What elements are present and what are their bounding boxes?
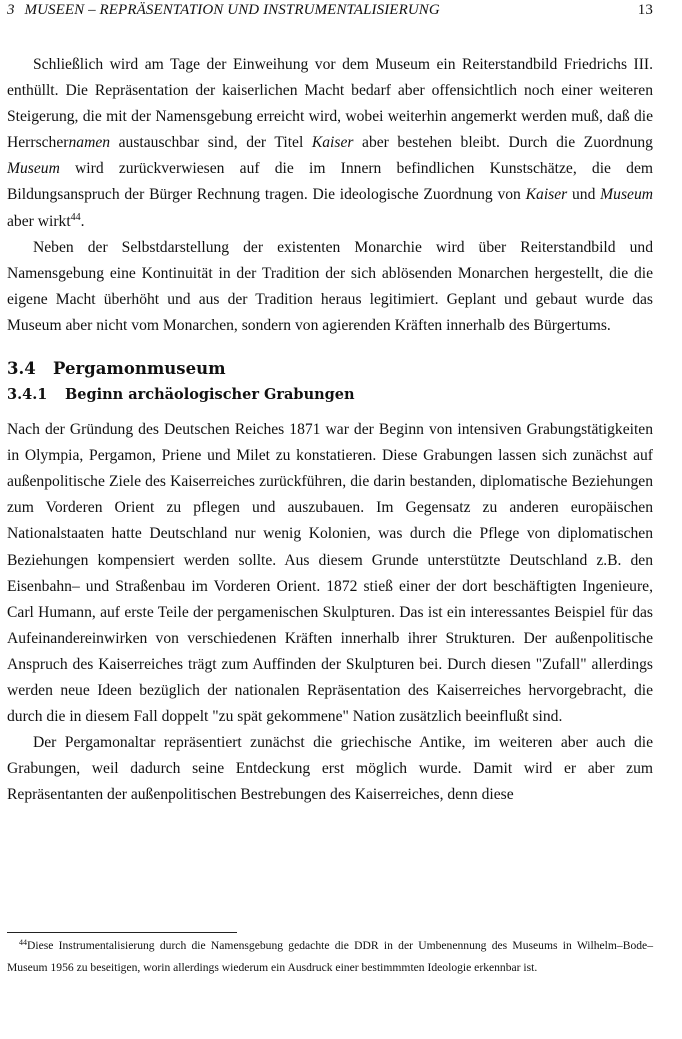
main-text <box>7 52 653 808</box>
chapter-number: 3 <box>7 2 15 18</box>
footnote-divider <box>7 932 237 933</box>
text-run: aber bestehen bleibt. Durch die Zuordnung <box>353 134 653 152</box>
chapter-title: MUSEEN – REPRÄSENTATION UND INSTRUMENTALISIERUNG <box>24 2 440 18</box>
text-run: Schließlich wird am Tage der Einweihung vor dem Museum ein Reiterstandbild Friedrichs III. enthüllt. Die Repräsentation der kaiserlichen Macht bedarf aber offensichtlich noch einer weiteren Steigerung, die mit der Namensgebung erreicht wird, wobei weiterhin angemerkt werden muß, daß die Herrscher <box>7 56 653 152</box>
paragraph-1 <box>7 52 653 235</box>
paragraph-2: Neben der Selbstdarstellung der existenten Monarchie wird über Reiterstandbild und Namensgebung eine Kontinuität in der Tradition der sich ablösenden Monarchen hergestellt, die die eigene Macht überhöht und aus der Tradition heraus legitimiert. Geplant und gebaut wurde das Museum aber nicht vom Monarchen, sondern von agierenden Kräften innerhalb des Bürgertums. <box>7 238 653 334</box>
paragraph-3: Nach der Gründung des Deutschen Reiches 1871 war der Beginn von intensiven Grabungstätigkeiten in Olympia, Pergamon, Priene und Milet zu konstatieren. Diese Grabungen lassen sich zunächst auf außenpolitische Ziele des Kaiserreiches zurückführen, die darin bestanden, diplomatische Beziehungen zum Vorderen Orient zu pflegen und auszubauen. Im Gegensatz zu anderen europäischen Nationalstaaten hatte Deutschland nur wenig Kolonien, was durch die Pflege von diplomatischen Beziehungen kompensiert werden sollte. Aus diesem Grunde unterstützte Deutschland z.B. den Eisenbahn– und Straßenbau im Vorderen Orient. 1872 stieß einer der dort beschäftigten Ingenieure, Carl Humann, auf erste Teile der pergamenischen Skulpturen. Das ist ein interessantes Beispiel für das Aufeinandereinwirken von verschiedenen Kräften innerhalb ihrer Strukturen. Der außenpolitische Anspruch des Kaiserreiches trägt zum Auffinden der Skulpturen bei. Durch diesen "Zufall" allerdings werden neue Ideen bezüglich der nationalen Repräsentation des Kaiserreiches hervorgebracht, die durch die in diesem Fall doppelt "zu spät gekommene" Nation zusätzlich beeinflußt sind. <box>7 421 653 726</box>
page-number: 13 <box>637 2 653 18</box>
running-header <box>7 2 653 22</box>
emphasis: Kaiser <box>311 134 354 152</box>
footnote-number: 44 <box>19 938 27 947</box>
subsection-title: Beginn archäologischer Grabungen <box>65 386 355 404</box>
text-run: austauschbar sind, der Titel <box>110 134 312 152</box>
footnote-text: Diese Instrumentalisierung durch die Namensgebung gedachte die DDR in der Umbenennung des Museums in Wilhelm–Bode–Museum 1956 zu beseitigen, worin allerdings wiederum ein Ausdruck einer bestimmmten Ideologie erkennbar ist. <box>7 939 653 974</box>
text-run: und <box>567 186 601 204</box>
section-title: Pergamonmuseum <box>53 359 226 379</box>
emphasis: Museum <box>7 160 60 178</box>
subsection-heading <box>7 384 653 406</box>
emphasis: namen <box>68 134 111 152</box>
footnote <box>7 935 653 979</box>
emphasis: Museum <box>600 186 654 204</box>
emphasis: Kaiser <box>525 186 568 204</box>
subsection-number: 3.4.1 <box>7 386 48 404</box>
text-run: . <box>80 212 85 230</box>
section-heading <box>7 358 653 380</box>
text-run: wird zurückverwiesen auf die im Innern befindlichen Kunstschätze, die dem Bildungsanspruch der Bürger Rechnung tragen. Die ideologische Zuordnung von <box>7 160 653 204</box>
footnote-paragraph <box>7 935 653 979</box>
text-run: aber wirkt <box>7 212 71 230</box>
section-number: 3.4 <box>7 359 36 379</box>
paragraph-4: Der Pergamonaltar repräsentiert zunächst die griechische Antike, im weiteren aber auch die Grabungen, weil dadurch seine Entdeckung erst möglich wurde. Damit wird er aber zum Repräsentanten der außenpolitischen Bestrebungen des Kaiserreiches, denn diese <box>7 734 653 804</box>
footnote-reference[interactable]: 44 <box>70 211 81 223</box>
